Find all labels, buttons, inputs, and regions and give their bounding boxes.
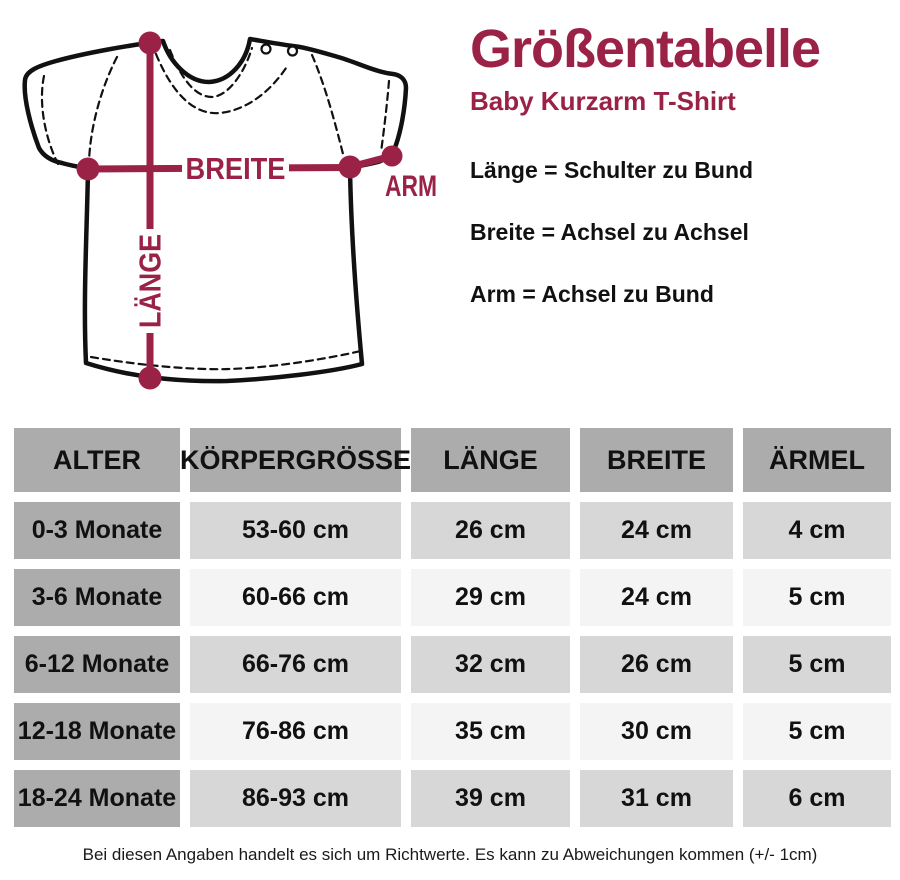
column-header-breite: BREITE: [580, 428, 733, 492]
column-header-koerpergroesse: KÖRPERGRÖSSE: [190, 428, 401, 492]
table-cell-width: 24 cm: [580, 502, 733, 559]
table-cell-length: 29 cm: [411, 569, 570, 626]
table-cell-body: 76-86 cm: [190, 703, 401, 760]
legend-item-breite: Breite = Achsel zu Achsel: [470, 219, 749, 246]
table-cell-body: 86-93 cm: [190, 770, 401, 827]
measure-dot-right-armpit: [339, 156, 362, 179]
table-cell-width: 24 cm: [580, 569, 733, 626]
table-cell-length: 26 cm: [411, 502, 570, 559]
length-label: LÄNGE: [132, 219, 168, 328]
table-row: [14, 636, 891, 693]
table-cell-age: 12-18 Monate: [14, 703, 180, 760]
table-cell-age: 18-24 Monate: [14, 770, 180, 827]
table-cell-width: 26 cm: [580, 636, 733, 693]
table-cell-body: 53-60 cm: [190, 502, 401, 559]
measure-dot-shoulder: [139, 32, 162, 55]
measurement-legend: [470, 155, 894, 309]
column-header-aermel: ÄRMEL: [743, 428, 891, 492]
legend-item-laenge: Länge = Schulter zu Bund: [470, 157, 754, 184]
snap-button-icon: [288, 47, 297, 56]
table-cell-length: 32 cm: [411, 636, 570, 693]
snap-button-icon: [262, 45, 271, 54]
page-title: Größentabelle: [470, 19, 821, 79]
shirt-outline: [25, 39, 406, 381]
table-header-row: [14, 428, 891, 492]
table-cell-age: 3-6 Monate: [14, 569, 180, 626]
table-cell-width: 31 cm: [580, 770, 733, 827]
table-cell-length: 35 cm: [411, 703, 570, 760]
table-cell-age: 0-3 Monate: [14, 502, 180, 559]
page-subtitle: Baby Kurzarm T-Shirt: [470, 86, 736, 117]
table-row: [14, 770, 891, 827]
table-cell-width: 30 cm: [580, 703, 733, 760]
table-row: [14, 703, 891, 760]
table-cell-sleeve: 6 cm: [743, 770, 891, 827]
table-row: [14, 569, 891, 626]
size-table: [14, 428, 891, 837]
table-cell-body: 60-66 cm: [190, 569, 401, 626]
title-block: [470, 19, 894, 341]
table-cell-body: 66-76 cm: [190, 636, 401, 693]
tshirt-diagram: [0, 0, 460, 415]
legend-item-arm: Arm = Achsel zu Bund: [470, 281, 714, 308]
column-header-laenge: LÄNGE: [411, 428, 570, 492]
measure-dot-hem: [139, 367, 162, 390]
table-cell-sleeve: 5 cm: [743, 703, 891, 760]
table-cell-length: 39 cm: [411, 770, 570, 827]
table-cell-sleeve: 4 cm: [743, 502, 891, 559]
footnote: Bei diesen Angaben handelt es sich um Richtwerte. Es kann zu Abweichungen kommen (+/- 1cm): [82, 845, 818, 864]
measure-dot-left-armpit: [77, 158, 100, 181]
table-cell-sleeve: 5 cm: [743, 569, 891, 626]
table-cell-age: 6-12 Monate: [14, 636, 180, 693]
arm-label: ARM: [385, 170, 437, 203]
table-cell-sleeve: 5 cm: [743, 636, 891, 693]
table-row: [14, 502, 891, 559]
width-label: BREITE: [185, 151, 286, 186]
column-header-alter: ALTER: [14, 428, 180, 492]
measure-dot-sleeve-end: [382, 146, 403, 167]
